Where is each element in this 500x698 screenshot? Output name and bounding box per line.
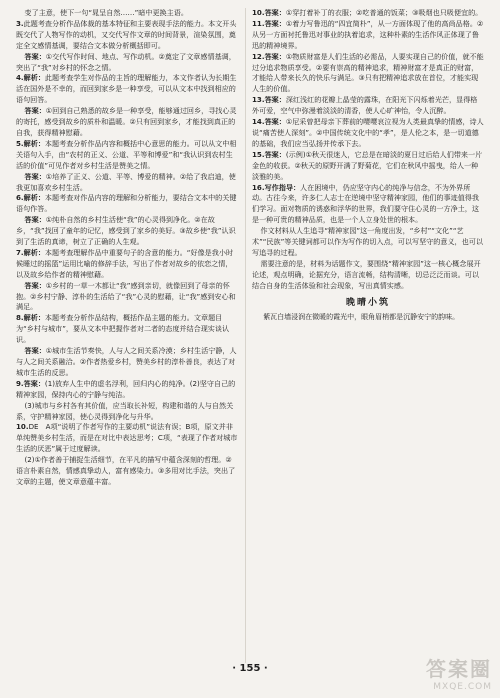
section-body: 紫瓦白墙浸润在微暖的霞光中，眼角眉梢都是沉静安宁的韵味。 bbox=[263, 313, 460, 322]
answer-tag: 答案： bbox=[24, 215, 46, 225]
question-number: 10. bbox=[252, 8, 265, 17]
left-paragraph bbox=[16, 193, 238, 215]
paragraph-text: 此题考查分析作品体裁的基本特征和主要表现手法的能力。本文开头既交代了人物写作的动机，又交代写作文章的时间背景，渲染氛围，奠定全文感情基调，要结合文本做分析概括即可。 bbox=[16, 18, 237, 50]
paragraph-text: ①乡村的一草一木都让“我”感到亲切，就像回到了母亲的怀抱。②乡村宁静、淳朴的生活给了“我”心灵的慰藉，让“我”感到安心和满足。 bbox=[16, 280, 236, 312]
paragraph-text: ①纯朴自然的乡村生活使“我”的心灵得到净化。②在故乡，“我”找回了童年的记忆，感受到了家乡的美好。③故乡使“我”认识到了生活的真谛，树立了正确的人生观。 bbox=[16, 215, 236, 247]
answer-tag: 答案： bbox=[24, 51, 46, 61]
answer-tag: 答案： bbox=[264, 8, 286, 17]
answer-tag: 答案： bbox=[264, 149, 286, 159]
column-divider bbox=[245, 8, 246, 663]
right-paragraph bbox=[252, 183, 484, 227]
left-paragraph bbox=[16, 422, 238, 455]
paragraph-text: ①尼采曾把母亲下葬前的嘤嘤哀泣视为人类最真挚的情感，诗人说“痛苦使人深刻”。②中国传统文化中的“孝”，是人伦之本，是一切道德的基础，我们应当弘扬并传承下去。 bbox=[252, 117, 484, 148]
question-number: 13. bbox=[252, 95, 265, 105]
paragraph-text: ①城市生活节奏快，人与人之间关系冷漠；乡村生活宁静，人与人之间关系融洽。②作者热爱乡村，赞美乡村的淳朴善良，表达了对城市生活的反思。 bbox=[16, 346, 237, 377]
answer-tag: 答案： bbox=[24, 106, 46, 116]
answer-tag: 解析： bbox=[23, 193, 45, 203]
paragraph-text: (2)①作者善于捕捉生活细节，在平凡的描写中蕴含深刻的哲理。②语言朴素自然，情感真挚动人，富有感染力。③多用对比手法，突出了文章的主题，使文章意蕴丰富。 bbox=[16, 455, 236, 486]
question-number: 10. bbox=[16, 422, 29, 432]
paragraph-text: 此题考查学生对作品的主旨的理解能力，本文作者认为长期生活在国外是不幸的，而回到家乡是一种享受，可以从文本中找到相应的语句回答。 bbox=[16, 73, 237, 105]
question-number: 15. bbox=[252, 149, 265, 159]
paragraph-text: 需要注意的是，材料为话题作文，要围绕“精神家园”这一核心概念展开论述，观点明确，论据充分，语言流畅，结构清晰，切忌泛泛而谈。可以结合自身的生活体验和社会现象，写出真情实感。 bbox=[252, 258, 481, 290]
paragraph-text: 本题考查对作品内容的理解和分析能力，要结合文本中的关键语句作答。 bbox=[16, 193, 237, 214]
question-number: 12. bbox=[252, 51, 265, 61]
question-number: 8. bbox=[16, 313, 24, 323]
answer-tag: 答案： bbox=[24, 280, 46, 290]
question-number: 14. bbox=[252, 117, 265, 127]
paragraph-text: (1)放弃人生中的虚名浮利，回归内心的纯净。(2)坚守自己的精神家园，保持内心的宁静与纯洁。 bbox=[16, 378, 236, 399]
answer-tag: 写作指导： bbox=[264, 182, 301, 192]
left-paragraph bbox=[16, 215, 238, 248]
left-paragraph bbox=[16, 106, 238, 139]
paragraph-text: 变了主意，使下一句“晁呈自然……”暗中更换主语。 bbox=[24, 8, 188, 17]
paragraph-text: (示例)①秋天很迷人，它总是在暗淡的夏日过后给人们带来一片金色的收获。②秋天的原野开满了野菊花，它们在秋风中摇曳，给人一种淡雅的美。 bbox=[252, 149, 483, 181]
right-paragraph bbox=[252, 259, 484, 292]
section-title: 晚晴小筑 bbox=[345, 297, 390, 308]
question-number: 3. bbox=[16, 18, 24, 28]
right-paragraph bbox=[252, 95, 484, 117]
right-paragraph bbox=[252, 19, 484, 52]
right-paragraph bbox=[252, 8, 484, 19]
watermark-title: 答案圈 bbox=[426, 657, 492, 681]
question-number: 5. bbox=[16, 138, 24, 148]
right-column bbox=[252, 8, 484, 323]
paragraph-text: DE A项“说明了作者写作的主要动机”说法有误；B项，原文并非单纯赞美乡村生活，而是在对比中表达思考；C项，“表现了作者对城市生活的厌恶”属于过度解读。 bbox=[16, 422, 238, 454]
right-paragraph bbox=[252, 226, 484, 259]
left-paragraph bbox=[16, 8, 238, 19]
question-number: 11. bbox=[252, 18, 265, 28]
question-number: 6. bbox=[16, 193, 24, 203]
paragraph-text: ①培养了正义、公道、平等、博爱的精神。②给了我启迪，使我更加喜欢乡村生活。 bbox=[16, 171, 236, 192]
left-paragraph bbox=[16, 379, 238, 401]
answer-tag: 答案： bbox=[264, 51, 286, 61]
left-paragraph bbox=[16, 52, 238, 74]
left-paragraph bbox=[16, 313, 238, 346]
paragraph-text: 深红浅红的花瓣上晶莹的露珠，在阳光下闪烁着光芒，显得格外可爱，空气中弥漫着淡淡的清香，使人心旷神怡，令人沉醉。 bbox=[252, 95, 478, 116]
left-paragraph bbox=[16, 73, 238, 106]
left-paragraph bbox=[16, 455, 238, 488]
answer-tag: 解析： bbox=[23, 138, 45, 148]
answer-tag: 答案： bbox=[264, 95, 286, 105]
paragraph-text: 人在困境中，仍应坚守内心的纯净与信念，不为外界所动。古往今来，许多仁人志士在逆境中坚守精神家园，他们的事迹值得我们学习。面对物质的诱惑和浮华的世界，我们要守住心灵的一方净土，这是一种可贵的精神品质，也是一个人立身处世的根本。 bbox=[252, 182, 479, 225]
paragraph-text: ①交代写作时间、地点、写作动机。②奠定了文章感情基调，突出了“我”对乡村的怀念之情。 bbox=[16, 51, 236, 72]
answer-tag: 答案： bbox=[264, 117, 286, 127]
answer-tag: 答案： bbox=[24, 171, 46, 181]
paragraph-text: ①着力写鲁迅的“四宜简朴”，从一方面体现了他的高尚品格。②从另一方面衬托鲁迅对事业的执着追求，这种朴素的生活作风正体现了鲁迅的精神境界。 bbox=[252, 18, 484, 50]
watermark-url: MXQE.COM bbox=[433, 682, 492, 692]
paragraph-text: ①物质财富是人们生活的必需品，人要实现自己的价值，就不能过分追求物质享受。②要有崇高的精神追求，精神财富才是真正的财富，才能给人带来长久的快乐与满足。③只有把精神追求放在首位，才能实现人生的价值。 bbox=[252, 51, 484, 94]
answer-tag: 解析： bbox=[23, 313, 45, 323]
left-paragraph bbox=[16, 248, 238, 281]
paragraph-text: ①穿打着补丁的衣服；②吃普通的饭菜；③吸烟也只吸便宜的。 bbox=[285, 8, 483, 17]
left-paragraph bbox=[16, 401, 238, 423]
question-number: 4. bbox=[16, 73, 24, 83]
left-paragraph bbox=[16, 19, 238, 52]
watermark-logo bbox=[426, 653, 492, 692]
paragraph-text: ①回到自己熟悉的故乡是一种享受，能够通过回乡，寻找心灵的寄托，感受到故乡的质朴和温暖。②只有回到家乡，才能找到真正的自我，获得精神慰藉。 bbox=[16, 106, 237, 137]
paragraph-text: 本题考查理解作品中重要句子的含意的能力。“好像是我小时候睡过的摇篮”运用比喻的修辞手法，写出了作者对故乡的依恋之情，以及故乡给作者的精神慰藉。 bbox=[16, 247, 234, 279]
answer-tag: 答案： bbox=[24, 346, 46, 356]
answer-tag: 答案： bbox=[23, 378, 45, 388]
answer-tag: 解析： bbox=[23, 247, 45, 257]
left-paragraph bbox=[16, 346, 238, 379]
paragraph-text: 本题考查分析作品内容和概括中心意思的能力。可以从文中相关语句入手，由“农村的正义、公道、平等和博爱”和“我认识到农村生活的价值”可见作者对乡村生活是赞美之情。 bbox=[16, 138, 237, 170]
right-paragraph bbox=[252, 52, 484, 96]
question-number: 9. bbox=[16, 378, 24, 388]
left-paragraph bbox=[16, 281, 238, 314]
question-number: 16. bbox=[252, 182, 265, 192]
right-paragraph bbox=[252, 150, 484, 183]
paragraph-text: (3)城市与乡村各有其价值，应当取长补短，构建和谐的人与自然关系，守护精神家园，使心灵得到净化与升华。 bbox=[16, 400, 234, 421]
page-number: · 155 · bbox=[232, 663, 268, 674]
answer-tag: 答案： bbox=[264, 18, 286, 28]
answer-tag: 解析： bbox=[23, 73, 45, 83]
left-paragraph bbox=[16, 139, 238, 172]
right-paragraph bbox=[252, 117, 484, 150]
left-column bbox=[16, 8, 238, 488]
paragraph-text: 本题考查分析作品结构，概括作品主题的能力。文章题目为“乡村与城市”，要从文本中把握作者对二者的态度并结合现实谈认识。 bbox=[16, 313, 230, 345]
question-number: 7. bbox=[16, 247, 24, 257]
right-column-answers bbox=[252, 8, 484, 292]
paragraph-text: 作文材料从人生追寻“精神家园”这一角度出发，“乡村”“文化”“艺术”“民族”等关键词都可以作为写作的切入点，可以写坚守的意义，也可以写追寻的过程。 bbox=[252, 226, 483, 257]
left-paragraph bbox=[16, 172, 238, 194]
